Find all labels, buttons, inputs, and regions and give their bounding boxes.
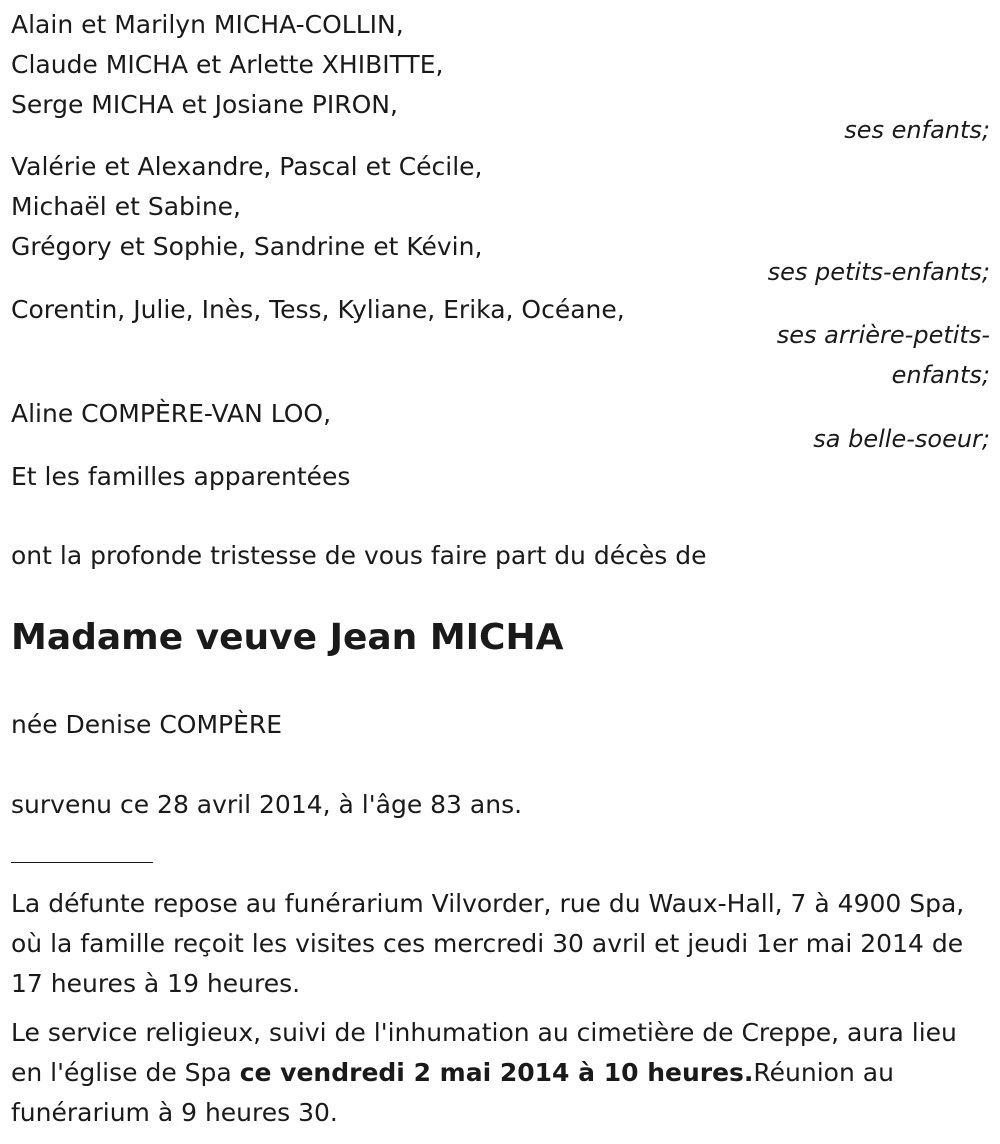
child-line-3: Serge MICHA et Josiane PIRON, (11, 90, 398, 119)
separator-line (11, 862, 153, 863)
service-text-part1: Le service religieux, suivi de l'inhumation au cimetière de Creppe, aura lieu en l'église de Spa (11, 1018, 957, 1087)
service-datetime: ce vendredi 2 mai 2014 à 10 heures. (239, 1058, 754, 1087)
sister-in-law-role: sa belle-soeur; (813, 425, 990, 453)
service-paragraph (11, 1013, 986, 1133)
great-grandchild-line-1: Corentin, Julie, Inès, Tess, Kyliane, Erika, Océane, (11, 295, 625, 324)
children-role: ses enfants; (844, 116, 990, 144)
great-grandchildren-role-2: enfants; (891, 361, 990, 389)
announcement-text: ont la profonde tristesse de vous faire part du décès de (11, 541, 707, 570)
grandchildren-role: ses petits-enfants; (767, 258, 990, 286)
great-grandchildren-role-1: ses arrière-petits- (776, 321, 990, 349)
child-line-1: Alain et Marilyn MICHA-COLLIN, (11, 10, 404, 39)
grandchild-line-3: Grégory et Sophie, Sandrine et Kévin, (11, 232, 483, 261)
viewing-paragraph: La défunte repose au funérarium Vilvorder, rue du Waux-Hall, 7 à 4900 Spa, où la famille reçoit les visites ces mercredi 30 avril et jeudi 1er mai 2014 de 17 heures à 19 heures. (11, 889, 965, 998)
sister-in-law-line: Aline COMPÈRE-VAN LOO, (11, 399, 332, 428)
child-line-2: Claude MICHA et Arlette XHIBITTE, (11, 50, 444, 79)
grandchild-line-1: Valérie et Alexandre, Pascal et Cécile, (11, 152, 483, 181)
related-families: Et les familles apparentées (11, 462, 351, 491)
death-info: survenu ce 28 avril 2014, à l'âge 83 ans. (11, 790, 523, 819)
deceased-name: Madame veuve Jean MICHA (11, 617, 564, 658)
grandchild-line-2: Michaël et Sabine, (11, 192, 242, 221)
service-text-part2: Réunion au funérarium à 9 heures 30. (11, 1058, 894, 1127)
maiden-name: née Denise COMPÈRE (11, 710, 283, 739)
